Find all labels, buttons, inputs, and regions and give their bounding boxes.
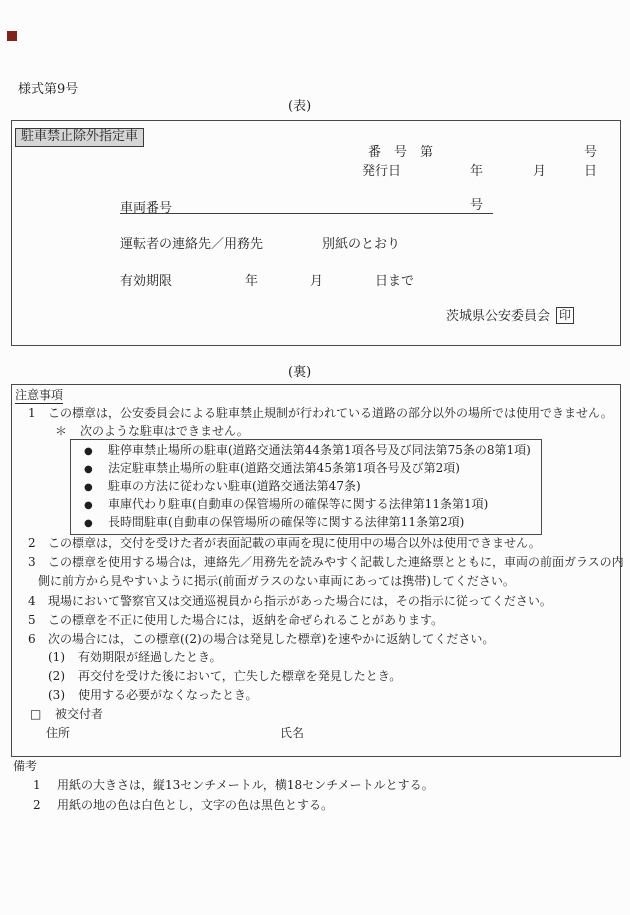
issue-month-label: 月 (533, 164, 547, 179)
authority-name: 茨城県公安委員会 (446, 309, 551, 324)
prohibited-item: ● 駐停車禁止場所の駐車(道路交通法第44条第1項各号及び同法第75条の8第1項) (84, 443, 531, 457)
bullet-icon: ● (84, 518, 93, 529)
bullet-icon: ● (84, 500, 93, 511)
note-item-6: 6 次の場合には，この標章((2)の場合は発見した標章)を速やかに返納してください。 (28, 632, 495, 646)
remarks-title: 備考 (13, 759, 38, 773)
vehicle-number-suffix: 号 (469, 198, 483, 213)
name-label: 氏名 (280, 726, 305, 740)
recipient-row (30, 708, 103, 722)
back-side-label: (裏) (288, 365, 312, 380)
issue-date-label: 発行日 (362, 164, 402, 179)
front-side-label: (表) (288, 99, 312, 114)
note-item-2: 2 この標章は，交付を受けた者が表面記載の車両を現に使用中の場合以外は使用できません。 (28, 536, 541, 550)
sub-item-1: (1) 有効期限が経過したとき。 (48, 650, 222, 664)
validity-year-label: 年 (245, 274, 259, 289)
remark-item-1: 1 用紙の大きさは，縦13センチメートル，横18センチメートルとする。 (33, 778, 434, 792)
note-item-1: 1 この標章は，公安委員会による駐車禁止規制が行われている道路の部分以外の場所では使用できません。 (28, 406, 613, 420)
prohibited-item: ● 法定駐車禁止場所の駐車(道路交通法第45条第1項各号及び第2項) (84, 461, 460, 475)
vehicle-number-label: 車両番号 (120, 201, 173, 216)
issue-year-label: 年 (470, 164, 484, 179)
contact-value: 別紙のとおり (322, 237, 401, 252)
prohibited-item: ● 車庫代わり駐車(自動車の保管場所の確保等に関する法律第11条第1項) (84, 497, 489, 511)
seal-mark: 印 (556, 307, 574, 324)
prohibited-item: ● 長時間駐車(自動車の保管場所の確保等に関する法律第11条第2項) (84, 515, 465, 529)
contact-label: 運転者の連絡先／用務先 (120, 237, 264, 252)
bullet-icon: ● (84, 482, 93, 493)
bullet-icon: ● (84, 464, 93, 475)
prohibited-item: ● 駐車の方法に従わない駐車(道路交通法第47条) (84, 479, 361, 493)
address-label: 住所 (46, 726, 71, 740)
corner-mark (7, 31, 17, 41)
form-number: 様式第9号 (18, 82, 79, 97)
validity-month-label: 月 (310, 274, 324, 289)
recipient-label: 被交付者 (55, 707, 104, 721)
sub-item-3: (3) 使用する必要がなくなったとき。 (48, 688, 258, 702)
note-star: ＊ 次のような駐車はできません。 (55, 424, 249, 438)
validity-until-label: 日まで (375, 274, 415, 289)
number-prefix: 番 号 第 (368, 145, 434, 160)
note-item-4: 4 現場において警察官又は交通巡視員から指示があった場合には，その指示に従ってください。 (28, 594, 552, 608)
number-suffix: 号 (584, 145, 598, 160)
note-item-3: 3 この標章を使用する場合は，連絡先／用務先を読みやすく記載した連絡票とともに，車両の前面ガラスの内 (28, 555, 624, 569)
checkbox-icon: □ (30, 707, 42, 721)
bullet-icon: ● (84, 446, 93, 457)
remark-item-2: 2 用紙の地の色は白色とし，文字の色は黒色とする。 (33, 798, 334, 812)
sub-item-2: (2) 再交付を受けた後において，亡失した標章を発見したとき。 (48, 669, 402, 683)
note-item-5: 5 この標章を不正に使用した場合には，返納を命ぜられることがあります。 (28, 613, 444, 627)
permit-title: 駐車禁止除外指定車 (15, 128, 144, 147)
notes-title: 注意事項 (15, 388, 64, 402)
vehicle-number-field (120, 197, 493, 214)
validity-label: 有効期限 (120, 274, 173, 289)
note-item-3-continuation: 側に前方から見やすいように掲示(前面ガラスのない車両にあっては携帯)してください。 (38, 574, 515, 588)
issue-day-label: 日 (584, 164, 598, 179)
